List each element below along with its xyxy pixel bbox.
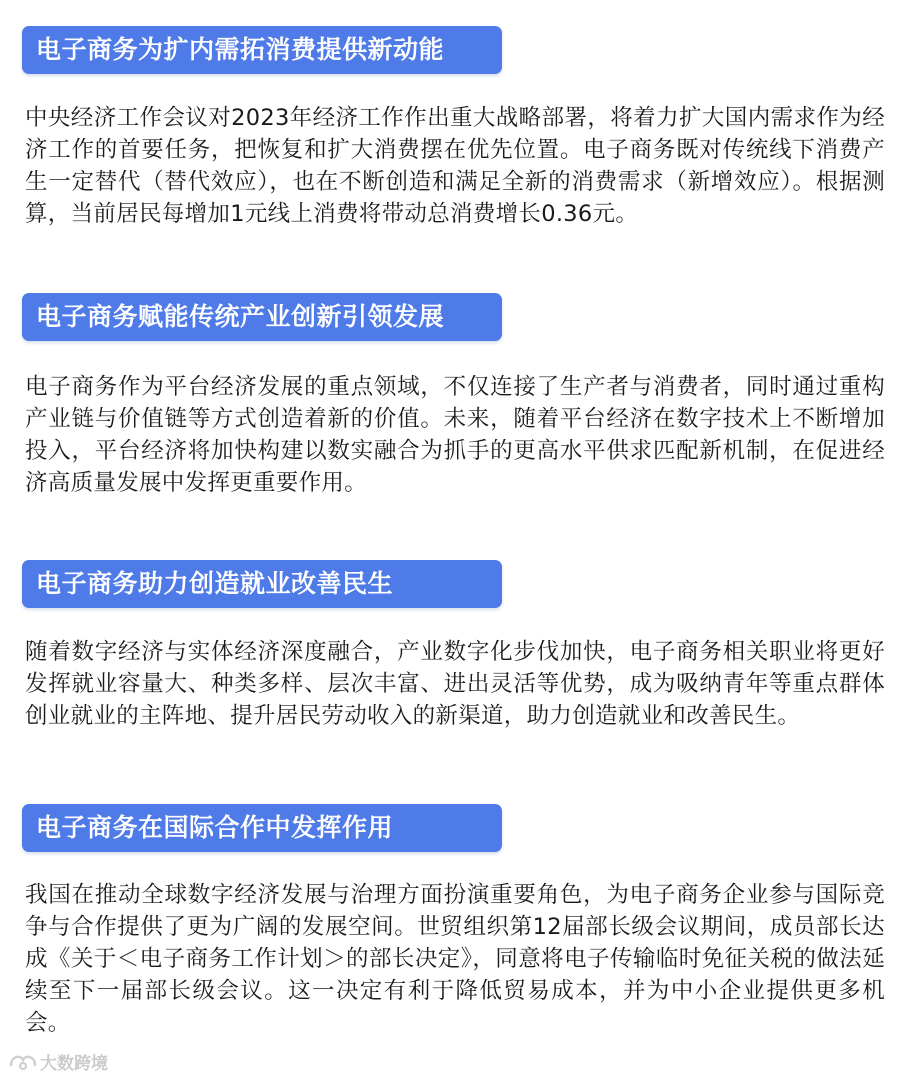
section-body: 中央经济工作会议对2023年经济工作作出重大战略部署，将着力扩大国内需求作为经济工作的首要任务，把恢复和扩大消费摆在优先位置。电子商务既对传统线下消费产生一定替代（替代效应），也在不断创造和满足全新的消费需求（新增效应）。根据测算，当前居民每增加1元线上消费将带动总消费增长0.36元。 bbox=[25, 105, 885, 227]
section-body: 随着数字经济与实体经济深度融合，产业数字化步伐加快，电子商务相关职业将更好发挥就业容量大、种类多样、层次丰富、进出灵活等优势，成为吸纳青年等重点群体创业就业的主阵地、提升居民劳动收入的新渠道，助力创造就业和改善民生。 bbox=[25, 639, 885, 729]
section-heading-box bbox=[22, 293, 502, 341]
brand-logo-icon bbox=[8, 1050, 38, 1072]
section-heading-box bbox=[22, 804, 502, 852]
section-heading-box bbox=[22, 26, 502, 74]
section-heading: 电子商务助力创造就业改善民生 bbox=[36, 569, 394, 598]
section-heading-box bbox=[22, 560, 502, 608]
section-heading: 电子商务在国际合作中发挥作用 bbox=[36, 813, 394, 842]
watermark bbox=[8, 1048, 108, 1074]
section-body: 我国在推动全球数字经济发展与治理方面扮演重要角色，为电子商务企业参与国际竞争与合作提供了更为广阔的发展空间。世贸组织第12届部长级会议期间，成员部长达成《关于＜电子商务工作计划＞的部长决定》，同意将电子传输临时免征关税的做法延续至下一届部长级会议。这一决定有利于降低贸易成本，并为中小企业提供更多机会。 bbox=[25, 882, 885, 1036]
section-heading: 电子商务为扩内需拓消费提供新动能 bbox=[36, 35, 445, 64]
watermark-text: 大数跨境 bbox=[40, 1053, 108, 1074]
section-body: 电子商务作为平台经济发展的重点领域，不仅连接了生产者与消费者，同时通过重构产业链与价值链等方式创造着新的价值。未来，随着平台经济在数字技术上不断增加投入，平台经济将加快构建以数实融合为抓手的更高水平供求匹配新机制，在促进经济高质量发展中发挥更重要作用。 bbox=[25, 374, 885, 496]
section-heading: 电子商务赋能传统产业创新引领发展 bbox=[36, 302, 445, 331]
